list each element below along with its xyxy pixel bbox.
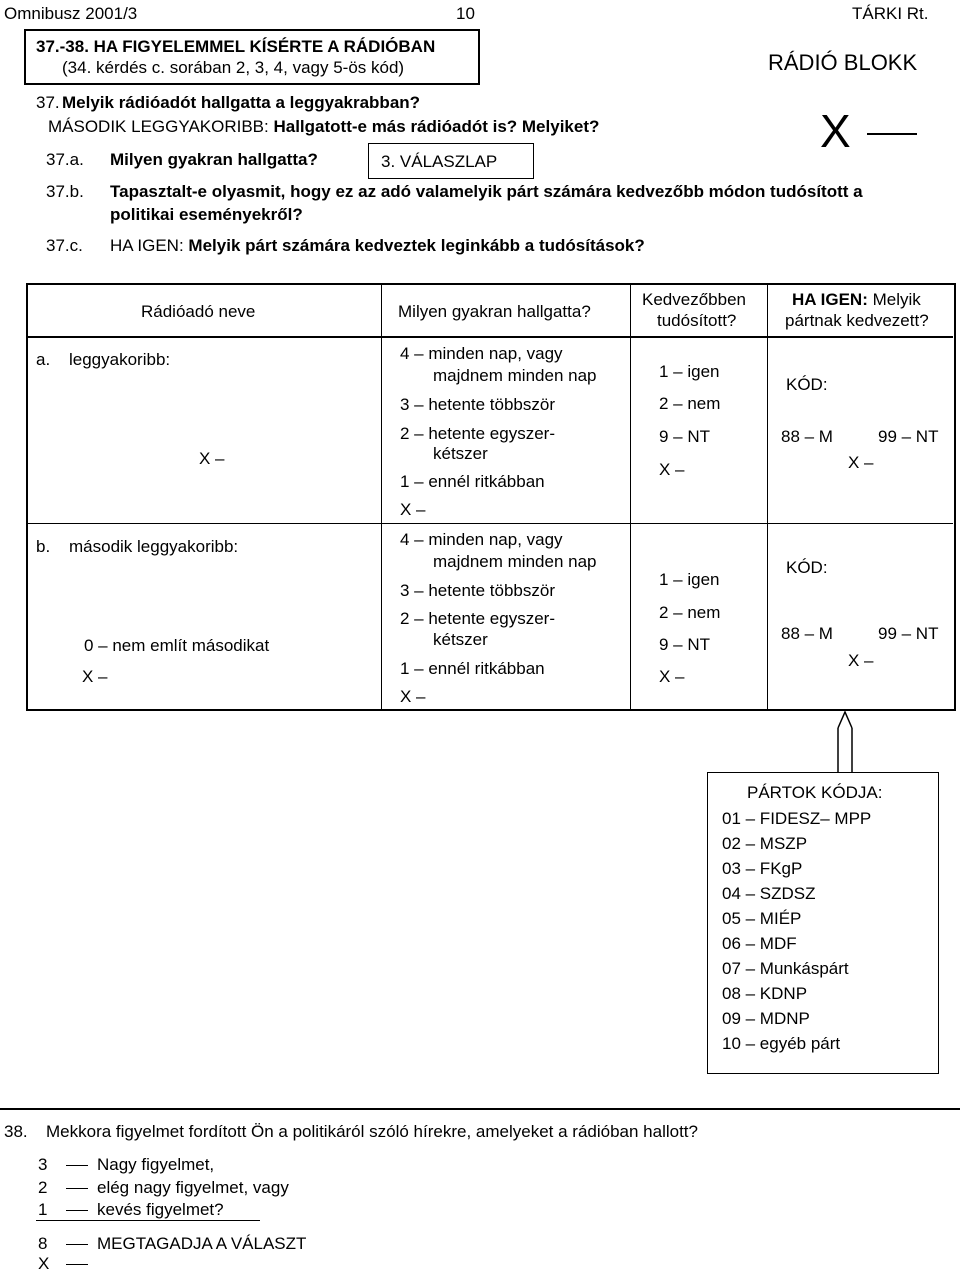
notice-line2: (34. kérdés c. sorában 2, 3, 4, vagy 5-ös kód) — [62, 58, 405, 77]
row-b-fav-yes: 1 – igen — [659, 570, 720, 589]
row-b-fav-x: X – — [659, 667, 685, 686]
row-b-party-x: X – — [848, 651, 874, 670]
option-dash — [66, 1165, 88, 1166]
q37b-number: 37.b. — [46, 182, 84, 201]
row-b-freq-4b: majdnem minden nap — [433, 552, 597, 571]
q38-option-label: elég nagy figyelmet, vagy — [97, 1178, 289, 1197]
row-b-label: második leggyakoribb: — [69, 537, 239, 556]
row-b-freq-1: 1 – ennél ritkábban — [400, 659, 545, 678]
q37c-condition: HA IGEN: — [110, 236, 189, 255]
row-b-party-kod: KÓD: — [786, 558, 828, 577]
row-b-letter: b. — [36, 537, 51, 556]
row-a-party-kod: KÓD: — [786, 375, 828, 394]
row-a-fav-nt: 9 – NT — [659, 427, 711, 446]
q37c-number: 37.c. — [46, 236, 83, 255]
header-party-2: pártnak kedvezett? — [785, 311, 929, 330]
q38-option-code: X — [38, 1254, 50, 1273]
q37a-number: 37.a. — [46, 150, 84, 169]
row-b-freq-4: 4 – minden nap, vagy — [400, 530, 563, 549]
row-a-fav-x: X – — [659, 460, 685, 479]
row-a-fav-yes: 1 – igen — [659, 362, 720, 381]
block-x-mark: X — [820, 105, 851, 157]
row-a-freq-2: 2 – hetente egyszer- — [400, 424, 555, 443]
row-b-freq-2b: kétszer — [433, 630, 488, 649]
q38-option-code: 3 — [38, 1155, 48, 1174]
section-divider — [0, 1108, 960, 1110]
header-left: Omnibusz 2001/3 — [4, 4, 138, 23]
row-a-station-x: X – — [199, 449, 225, 468]
q38-option-label: MEGTAGADJA A VÁLASZT — [97, 1234, 307, 1253]
party-code-item: 10 – egyéb párt — [722, 1034, 841, 1053]
row-b-party-nt: 99 – NT — [878, 624, 939, 643]
q38-option-code: 8 — [38, 1234, 48, 1253]
q38-number: 38. — [4, 1122, 28, 1141]
party-code-item: 05 – MIÉP — [722, 909, 802, 928]
row-a-freq-4b: majdnem minden nap — [433, 366, 597, 385]
row-a-fav-no: 2 – nem — [659, 394, 721, 413]
row-a-freq-4: 4 – minden nap, vagy — [400, 344, 563, 363]
row-a-label: leggyakoribb: — [69, 350, 171, 369]
q37c-question: Melyik párt számára kedveztek leginkább a tudósítások? — [188, 236, 645, 255]
party-code-item: 07 – Munkáspárt — [722, 959, 849, 978]
row-a-freq-2b: kétszer — [433, 444, 488, 463]
block-title: RÁDIÓ BLOKK — [768, 50, 918, 75]
header-frequency: Milyen gyakran hallgatta? — [398, 302, 591, 321]
party-code-item: 01 – FIDESZ– MPP — [722, 809, 872, 828]
q38-text: Mekkora figyelmet fordított Ön a politikáról szóló hírekre, amelyeket a rádióban hallott? — [46, 1122, 698, 1141]
card-label: 3. VÁLASZLAP — [381, 152, 498, 171]
q37b-line1: Tapasztalt-e olyasmit, hogy ez az adó valamelyik párt számára kedvezőbb módon tudósított a — [110, 182, 863, 201]
row-b-station-x: X – — [82, 667, 108, 686]
q37-number: 37. — [36, 93, 60, 112]
row-a-freq-x: X – — [400, 500, 426, 519]
party-code-item: 06 – MDF — [722, 934, 797, 953]
options-underline — [36, 1220, 260, 1221]
header-party-rest: Melyik — [867, 290, 921, 309]
option-dash — [66, 1210, 88, 1211]
q37-line1: Melyik rádióadót hallgatta a leggyakrabban? — [62, 93, 421, 112]
q38-option-label: Nagy figyelmet, — [97, 1155, 215, 1174]
header-right: TÁRKI Rt. — [852, 4, 929, 23]
q37b-line2: politikai eseményekről? — [110, 205, 303, 224]
party-code-item: 04 – SZDSZ — [722, 884, 816, 903]
notice-line1: 37.-38. HA FIGYELEMMEL KÍSÉRTE A RÁDIÓBAN — [36, 37, 436, 56]
q37a-text: Milyen gyakran hallgatta? — [110, 150, 318, 169]
party-codes-title: PÁRTOK KÓDJA: — [747, 783, 883, 802]
row-a-freq-3: 3 – hetente többször — [400, 395, 556, 414]
q37-second-question: Hallgatott-e más rádióadót is? Melyiket? — [273, 117, 600, 136]
row-a-freq-1: 1 – ennél ritkábban — [400, 472, 545, 491]
header-station: Rádióadó neve — [141, 302, 256, 321]
party-code-item: 09 – MDNP — [722, 1009, 810, 1028]
row-b-freq-3: 3 – hetente többször — [400, 581, 556, 600]
q38-option-code: 1 — [38, 1200, 48, 1219]
row-a-letter: a. — [36, 350, 51, 369]
row-b-fav-no: 2 – nem — [659, 603, 721, 622]
option-dash — [66, 1264, 88, 1265]
row-a-party-m: 88 – M — [781, 427, 833, 446]
q37-second-label: MÁSODIK LEGGYAKORIBB: — [48, 117, 274, 136]
row-a-party-x: X – — [848, 453, 874, 472]
header-party-bold: HA IGEN: — [792, 290, 868, 309]
row-b-none: 0 – nem említ másodikat — [84, 636, 270, 655]
q38-option-code: 2 — [38, 1178, 48, 1197]
header-favorable: Kedvezőbben — [642, 290, 746, 309]
row-b-freq-x: X – — [400, 687, 426, 706]
row-b-party-m: 88 – M — [781, 624, 833, 643]
row-a-party-nt: 99 – NT — [878, 427, 939, 446]
q38-option-label: kevés figyelmet? — [97, 1200, 224, 1219]
party-code-item: 02 – MSZP — [722, 834, 808, 853]
header-favorable-2: tudósított? — [657, 311, 737, 330]
party-code-item: 03 – FKgP — [722, 859, 803, 878]
option-dash — [66, 1188, 88, 1189]
row-b-fav-nt: 9 – NT — [659, 635, 711, 654]
party-code-item: 08 – KDNP — [722, 984, 808, 1003]
page-number: 10 — [456, 4, 475, 23]
row-b-freq-2: 2 – hetente egyszer- — [400, 609, 555, 628]
option-dash — [66, 1244, 88, 1245]
